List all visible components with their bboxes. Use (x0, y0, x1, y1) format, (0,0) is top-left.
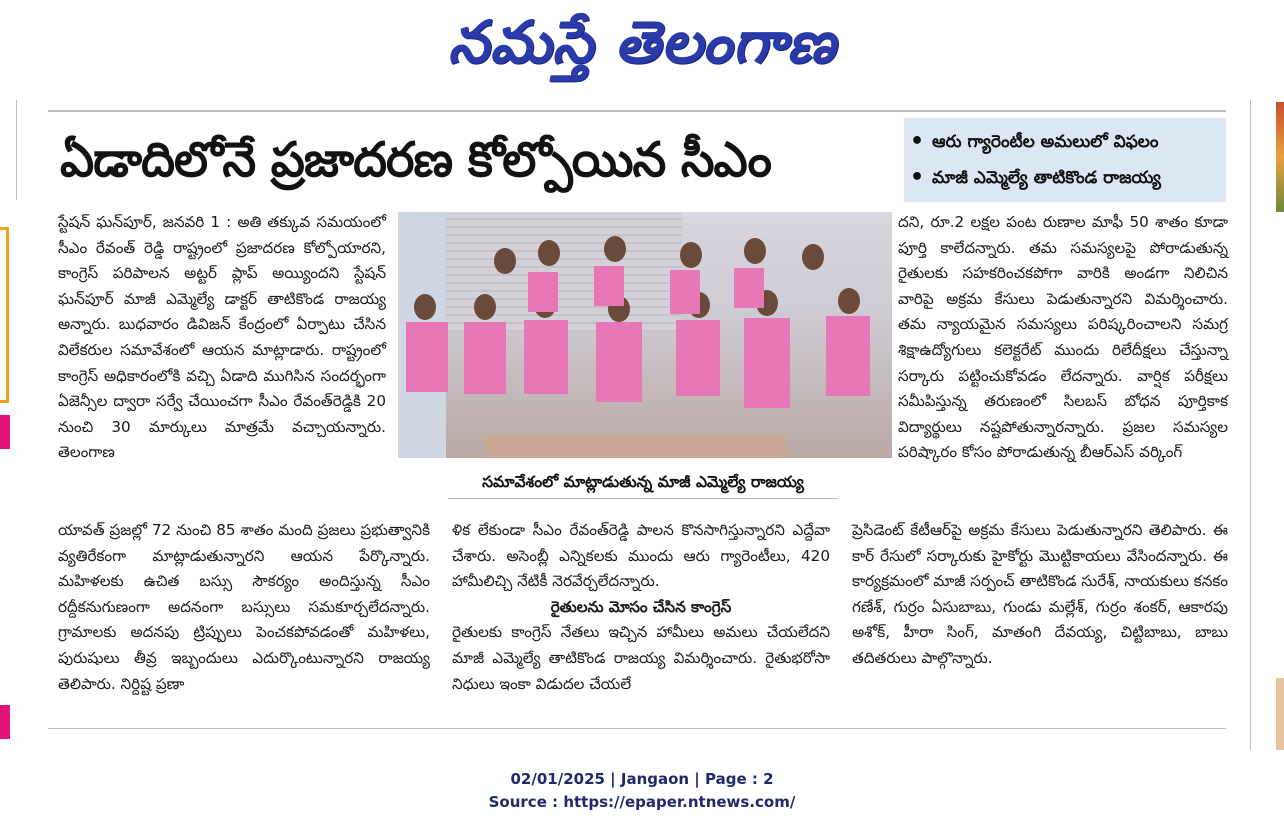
column-1-top (58, 210, 386, 518)
article-photo (398, 212, 892, 458)
adjacent-page-edge-left (0, 215, 14, 735)
photo-table (486, 434, 786, 458)
column-3-bottom (852, 518, 1228, 728)
paragraph: ళిక లేకుండా సీఎం రేవంత్‌రెడ్డి పాలన కొనసాగిస్తున్నారని ఎద్దేవా చేశారు. అసెంబ్లీ ఎన్నికలకు ముందు ఆరు గ్యారెంటీలు, 420 హామీలిచ్చి నేటికీ నెరవేర్చలేదన్నారు. (452, 521, 830, 591)
paragraph: యావత్ ప్రజల్లో 72 నుంచి 85 శాతం మంది ప్రజలు ప్రభుత్వానికి వ్యతిరేకంగా మాట్లాడుతున్నారని ఆయన పేర్కొన్నారు. మహిళలకు ఉచిత బస్సు సౌకర్యం అందిస్తున్న సీఎం రద్దీకనుగుణంగా అదనంగా బస్సులు సమకూర్చలేదన్నారు. గ్రామాలకు అదనపు ట్రిప్పులు పెంచకపోవడంతో మహిళలు, పురుషులు తీవ్ర ఇబ్బందులు ఎదుర్కొంటున్నారని రాజయ్య తెలిపారు. నిర్దిష్ట ప్రణా (58, 521, 430, 693)
masthead (0, 0, 1284, 86)
adjacent-page-edge-right (1272, 100, 1284, 750)
person-scarf (594, 266, 624, 306)
paragraph: స్టేషన్ ఘన్‌పూర్, జనవరి 1 : అతి తక్కువ సమయంలో సీఎం రేవంత్ రెడ్డి రాష్ట్రంలో ప్రజాదరణ కోల్పోయారని, కాంగ్రెస్ పరిపాలన అట్టర్ ప్లాప్ అయ్యిందని స్టేషన్ ఘన్‌పూర్ మాజీ ఎమ్మెల్యే డాక్టర్ తాటికొండ రాజయ్య అన్నారు. బుధవారం డివిజన్ కేంద్రంలో ఏర్పాటు చేసిన విలేకరుల సమావేశంలో ఆయన మాట్లాడారు. రాష్ట్రంలో కాంగ్రెస్ అధికారంలోకి వచ్చి ఏడాది ముగిసిన సందర్భంగా ఏజెన్సీల ద్వారా సర్వే చేయించగా సీఎం రేవంత్‌రెడ్డికి 20 నుంచి 30 మార్కులు మాత్రమే వచ్చాయన్నారు. తెలంగాణ (58, 213, 386, 462)
footer-date-page: 02/01/2025 | Jangaon | Page : 2 (510, 770, 774, 788)
highlights-box (904, 118, 1226, 202)
right-frame-line (1250, 100, 1251, 750)
person-head (538, 240, 560, 266)
section-subheading: రైతులను మోసం చేసిన కాంగ్రెస్ (550, 597, 732, 616)
person-scarf (464, 322, 506, 394)
person-scarf (744, 318, 790, 408)
person-head (680, 242, 702, 268)
person-scarf (670, 270, 700, 314)
person-head (494, 248, 516, 274)
column-1-bottom (58, 518, 430, 728)
person-scarf (676, 320, 720, 396)
highlight-item: • మాజీ ఎమ్మెల్యే తాటికొండ రాజయ్య (904, 160, 1226, 196)
person-scarf (734, 268, 764, 308)
person-scarf (524, 320, 568, 394)
article-headline: ఏడాదిలోనే ప్రజాదరణ కోల్పోయిన సీఎం (60, 132, 772, 188)
page-footer (0, 768, 1284, 814)
column-3-top (898, 210, 1228, 518)
person-head (474, 294, 496, 320)
person-scarf (596, 322, 642, 402)
paragraph: దని, రూ.2 లక్షల పంట రుణాల మాఫీ 50 శాతం కూడా పూర్తి కాలేదన్నారు. తమ సమస్యలపై పోరాడుతున్న రైతులకు సహకరించకపోగా వారికి అండగా నిలిచిన వారిపై అక్రమ కేసులు పెడుతున్నారని విమర్శించారు. తమ న్యాయమైన సమస్యలు పరిష్కరించాలని సమగ్ర శిక్షాఉద్యోగులు కలెక్టరేట్ ముందు రిలేదీక్షలు చేస్తున్నా సర్కారు పట్టించుకోవడం లేదన్నారు. వార్షిక పరీక్షలు సమీపిస్తున్న తరుణంలో సిలబస్ బోధన పూర్తికాక విద్యార్థులు నష్టపోతున్నారన్నారు. ప్రజల సమస్యల పరిష్కారం కోసం పోరాడుతున్న బీఆర్ఎస్ వర్కింగ్ (898, 213, 1228, 462)
paragraph: రైతులకు కాంగ్రెస్ నేతలు ఇచ్చిన హామీలు అమలు చేయలేదని మాజీ ఎమ్మెల్యే తాటికొండ రాజయ్య విమర్శించారు. రైతుభరోసా నిధులు ఇంకా విడుదల చేయలే (452, 623, 830, 693)
footer-source: Source : https://epaper.ntnews.com/ (488, 793, 796, 811)
person-scarf (826, 316, 870, 396)
person-head (802, 244, 824, 270)
person-head (604, 236, 626, 262)
person-head (414, 294, 436, 320)
highlight-item: • ఆరు గ్యారెంటీల అమలులో విఫలం (904, 124, 1226, 160)
person-head (744, 238, 766, 264)
top-rule (48, 110, 1226, 112)
person-head (838, 288, 860, 314)
masthead-title: నమస్తే తెలంగాణ (448, 8, 836, 76)
left-frame-line (16, 100, 17, 200)
person-scarf (528, 272, 558, 312)
caption-rule (448, 498, 838, 499)
paragraph: ప్రెసిడెంట్ కేటీఆర్‌పై అక్రమ కేసులు పెడుతున్నారని తెలిపారు. ఈ కార్ రేసులో సర్కారుకు హైకోర్టు మొట్టికాయలు వేసిందన్నారు. ఈ కార్యక్రమంలో మాజీ సర్పంచ్ తాటికొండ సురేశ్, నాయకులు కనకం గణేశ్, గుర్రం ఏసుబాబు, గుండు మల్లేశ్, గుర్రం శంకర్, ఆకారపు అశోక్, హీరా సింగ్, మాతంగి దేవయ్య, చిట్టిబాబు, బాబు తదితరులు పాల్గొన్నారు. (852, 521, 1228, 667)
person-scarf (406, 322, 448, 392)
photo-caption: సమావేశంలో మాట్లాడుతున్న మాజీ ఎమ్మెల్యే రాజయ్య (482, 473, 804, 491)
column-2-bottom (452, 518, 830, 728)
bottom-rule (48, 728, 1226, 729)
